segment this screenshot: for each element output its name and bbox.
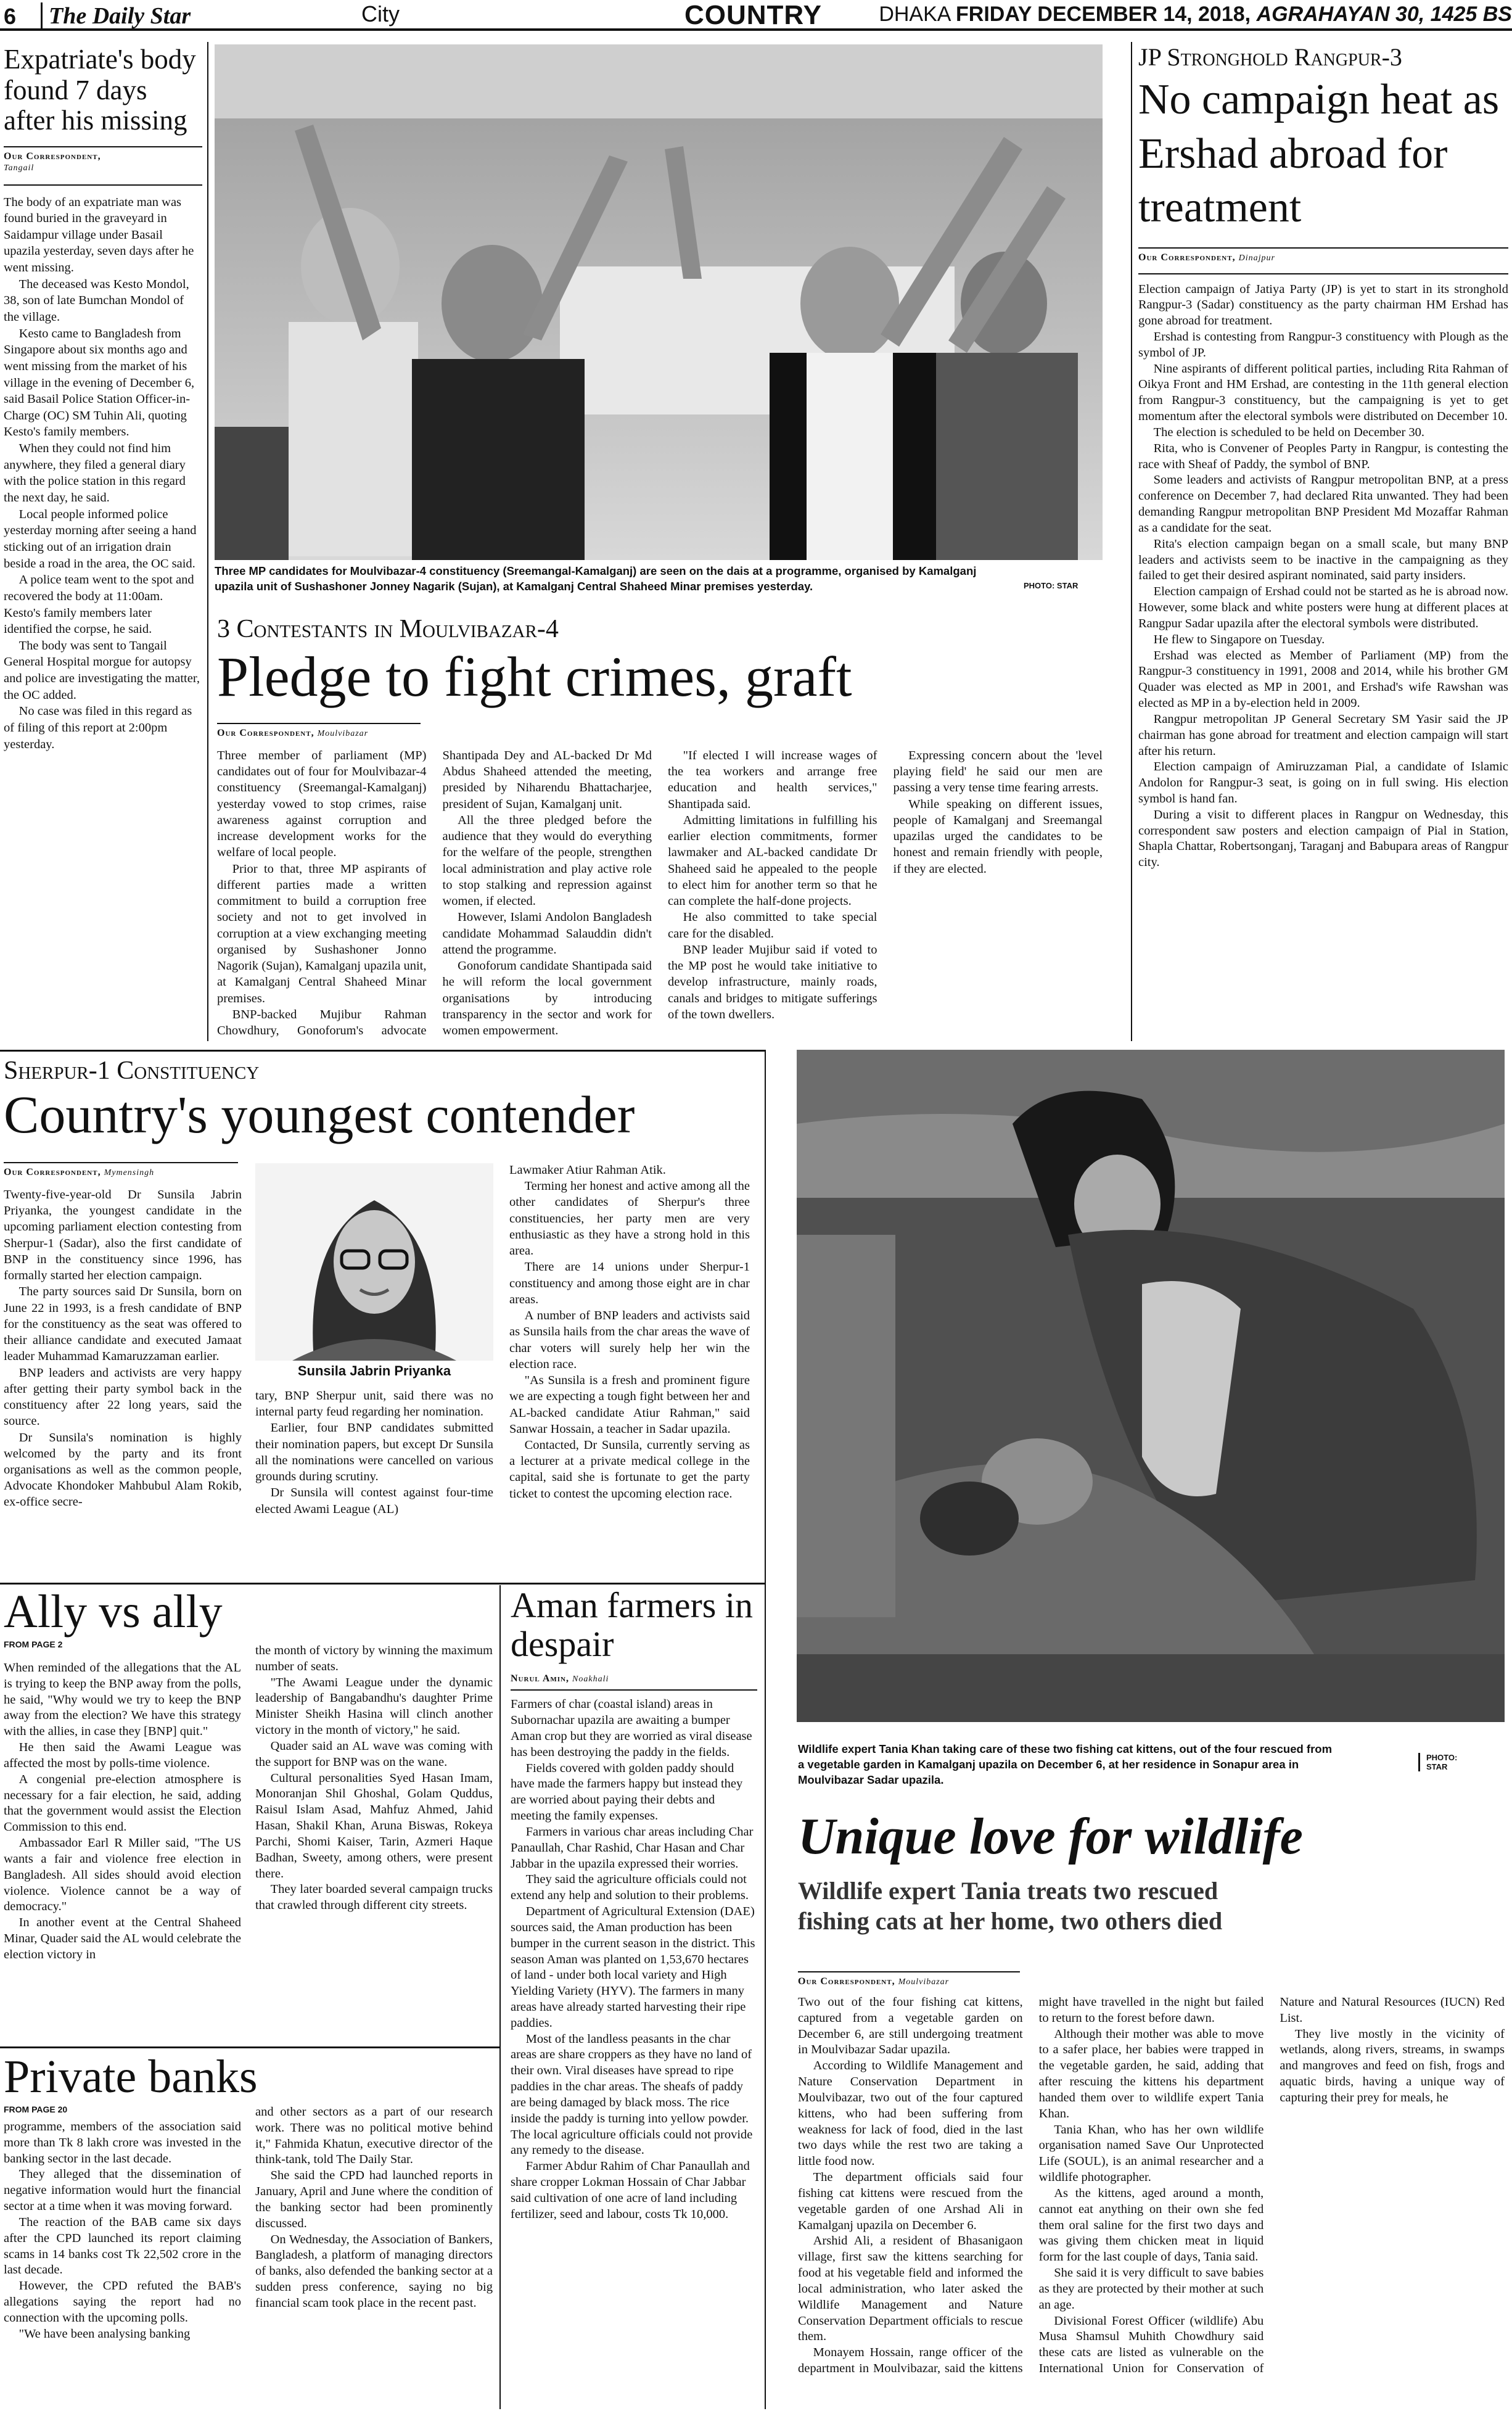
ally-from: FROM PAGE 2 [4,1639,63,1649]
section-divider [0,1583,765,1585]
article-paragraph: "If elected I will increase wages of the tea workers and arrange free education and health services," Shantipada said. [668,749,877,811]
youngest-body-col2 [255,1388,493,1517]
article-paragraph: They alleged that the dissemination of negative information would hurt the financial sector at a time when it was moving forward. [4,2167,241,2214]
ally-headline[interactable]: Ally vs ally [4,1586,223,1638]
ally-body-col2 [255,1643,493,1914]
article-paragraph: Terming her honest and active among all the other candidates of Sherpur's three constituencies, her party men are very enthusiastic as they have a strong hold in this area. [509,1179,750,1258]
article-paragraph: Dr Sunsila will contest against four-time elected Awami League (AL) [255,1486,493,1516]
candidate-portrait [255,1163,493,1361]
page-number: 6 [4,4,17,29]
article-paragraph: Contacted, Dr Sunsila, currently serving as a lecturer at a private medical college in the capital, said she is fortunate to get the party ticket to contest the upcoming election race. [509,1438,750,1501]
article-paragraph: While speaking on different issues, people of Kamalganj and Sreemangal upazilas urged the candidates to be honest and remain friendly with people, if they are elected. [893,797,1103,876]
article-paragraph: Farmer Abdur Rahim of Char Panaullah and share cropper Lokman Hossain of Char Jabbar said cultivation of one acre of land including fertilizer, seed and labour, costs Tk 10,000. [511,2159,750,2221]
pledge-photo-credit: PHOTO: STAR [1024,581,1079,590]
article-paragraph: Twenty-five-year-old Dr Sunsila Jabrin Priyanka, the youngest candidate in the upcoming parliament election contesting from Sherpur-1 (Sadar), also the first candidate of BNP in the constituency since 1996, has formally started her election campaign. [4,1188,242,1283]
article-paragraph: According to Wildlife Management and Nature Conservation Department in Moulvibazar, two out of the four captured kittens, who had been suffering from weakness for lack of food, died in the last two days while the rest two are taking a little food now. [798,2059,1023,2169]
article-paragraph: The party sources said Dr Sunsila, born on June 22 in 1993, is a fresh candidate of BNP for the constituency as the seat was offered to their alliance candidate and executed Jamaat leader Muhammad Kamaruzzaman earlier. [4,1285,242,1364]
youngest-kicker: Sherpur-1 Constituency [4,1057,260,1085]
pledge-story [217,616,1105,707]
byline-text: Our Correspondent, [798,1976,895,1987]
column-divider [765,1050,766,2409]
byline-text: Our Correspondent, [217,728,314,738]
pledge-kicker: 3 Contestants in Moulvibazar-4 [217,615,559,643]
article-paragraph: Cultural personalities Syed Hasan Imam, Monoranjan Shil Ghoshal, Golam Quddus, Raisul Islam Asad, Mahfuz Ahmed, Jahid Hasan, Shakil Khan, Aruna Biswas, Rokeya Parchi, Shomi Kaiser, Tarin, Azmeri Haque Badhan, Sweety, among others, were present there. [255,1771,493,1881]
ally-story [4,1586,491,1649]
article-paragraph: Kesto came to Bangladesh from Singapore about six months ago and went missing from the market of his village in the evening of December 6, said Basail Police Station Officer-in-Charge (OC) SM Tuhin Ali, quoting Kesto's family members. [4,326,195,439]
article-paragraph: On Wednesday, the Association of Bankers, Bangladesh, a platform of managing directors of banks, also defended the banking sector at a sudden press conference, saying no big financial scam took place in the recent past. [255,2232,493,2310]
article-paragraph: A police team went to the spot and recovered the body at 11:00am. Kesto's family members later identified the corpse, he said. [4,573,194,637]
article-paragraph: Rangpur metropolitan JP General Secretary SM Yasir said the JP chairman has gone abroad for treatment and election campaign will start after his return. [1138,712,1508,758]
byline-text: Our Correspondent, [4,150,101,162]
byline-text: Nurul Amin, [511,1673,570,1684]
article-paragraph: Arshid Ali, a resident of Bhasanigaon village, first saw the kittens searching for food at his vegetable field and informed the local administration, who later asked the Wildlife Management and Nature Conservation Department officials to rescue them. [798,2234,1023,2344]
column-divider [207,42,208,1041]
candidate-portrait-art [255,1163,493,1361]
article-paragraph: In another event at the Central Shaheed Minar, Quader said the AL would celebrate the election victory in [4,1916,241,1961]
article-paragraph: BNP leader Mujibur said if voted to the MP post he would take initiative to develop infrastructure, mainly roads, canals and bridges to mitigate sufferings of the town dwellers. [668,942,877,1021]
article-paragraph: They later boarded several campaign trucks that crawled through different city streets. [255,1882,493,1913]
article-paragraph: BNP leaders and activists are very happy after getting their party symbol back in the constituency after 22 long years, said the source. [4,1366,242,1428]
byline-location: Dinajpur [1238,253,1275,263]
section-title: COUNTRY [684,0,822,30]
article-paragraph: Most of the landless peasants in the char areas are share croppers as they have no land of their own. Viral diseases have spread to ripe paddies in the char areas. The sheafs of paddy are being damaged by black moss. The rice inside the paddy is turning into yellow powder. The local agriculture officials could not provide any remedy to the disease. [511,2032,753,2158]
article-paragraph: Divisional Forest Officer (wildlife) Abu Musa Shamsul Muhith Chowdhury said these cats are listed as vulnerable on the International Union for Conservation of Nature and Natural Resources (IUCN) Red List. [1038,1995,1505,2376]
article-paragraph: The body was sent to Tangail General Hospital morgue for autopsy and police are investigating the matter, the OC added. [4,638,200,702]
article-paragraph: However, the CPD refuted the BAB's allegations saying the report had no connection with the upcoming polls. [4,2279,241,2325]
wildlife-photo-art [797,1050,1505,1722]
article-paragraph: Expressing concern about the 'level playing field' he said our men are passing a very tense time fearing arrests. [893,749,1103,795]
column-divider [499,1585,501,2409]
article-paragraph: When they could not find him anywhere, they filed a general diary with the police station in this regard the next day, he said. [4,442,186,505]
candidates-photo-art [215,44,1103,560]
aman-headline[interactable]: Aman farmers in despair [511,1585,753,1664]
article-paragraph: No case was filed in this regard as of filing of this report at 2:00pm yesterday. [4,704,192,751]
paper-logo: The Daily Star [41,2,191,30]
section-label[interactable]: City [361,1,400,27]
article-paragraph: Fields covered with golden paddy should have made the farmers happy but instead they are worried about paying their debts and meeting the family expenses. [511,1761,743,1823]
article-paragraph: There are 14 unions under Sherpur-1 constituency and among those eight are in char areas. [509,1260,750,1306]
article-paragraph: Although their mother was able to move to a safer place, her babies were trapped in the vegetable garden, he said, adding that after rescuing the kittens his department handed them over to wildlife expert Tania Khan. [1038,2027,1264,2120]
article-paragraph: Two out of the four fishing cat kittens, captured from a vegetable garden on December 6, are still undergoing treatment in Moulvibazar Sadar upazila. [798,1995,1023,2057]
article-paragraph: The reaction of the BAB came six days after the CPD launched its report claiming scams in 14 banks cost Tk 22,502 crore in the last decade. [4,2215,241,2277]
article-paragraph: Ershad is contesting from Rangpur-3 constituency with Plough as the symbol of JP. [1138,329,1508,360]
wildlife-body [798,1995,1505,2408]
wildlife-photo-caption: Wildlife expert Tania Khan taking care of these two fishing cat kittens, out of the four rescued from a vegetable garden in Kamalganj upazila on December 6, at her residence in Sonapur area in Moulvibazar Sadar upazila. [798,1742,1333,1786]
pledge-body [217,748,1103,1041]
wildlife-subhead: Wildlife expert Tania treats two rescued fishing cats at her home, two others died [798,1876,1223,1935]
article-paragraph: Admitting limitations in fulfilling his earlier election commitments, former lawmaker and AL-backed candidate Dr Shaheed said he appealed to the people to elect him for another term so that he can complete the half-done projects. [668,813,877,909]
article-paragraph: However, Islami Andolon Bangladesh candidate Mohammad Salauddin didn't attend the programme. [442,910,652,957]
article-paragraph: The deceased was Kesto Mondol, 38, son of late Bumchan Mondol of the village. [4,277,189,324]
byline-location: Moulvibazar [317,729,369,738]
article-paragraph: Election campaign of Ershad could not be started as he is abroad now. However, some black and white posters were hung at different places at Rangpur Sadar upazila after the electoral symbols were distributed. [1138,585,1508,630]
banks-headline[interactable]: Private banks [4,2051,258,2103]
article-paragraph: Gonoforum candidate Shantipada said he will reform the local government organisations by introducing transparency in the sector and work for women empowerment. [442,959,652,1037]
article-paragraph: The department officials said four fishing cat kittens were rescued from the vegetable garden of one Arshad Ali in Kamalganj upazila on December 6. [798,2170,1023,2232]
article-paragraph: He flew to Singapore on Tuesday. [1153,632,1325,646]
youngest-story [4,1057,761,1144]
article-paragraph: Farmers of char (coastal island) areas in Subornachar upazila are awaiting a bumper Aman crop but they are worried as viral disease has been destroying the paddy in the fields. [511,1697,752,1759]
article-paragraph: tary, BNP Sherpur unit, said there was no internal party feud regarding her nomination. [255,1389,493,1419]
byline-location: Tangail [4,163,35,173]
credit-source: STAR [1426,1762,1448,1771]
section-divider [0,1050,765,1052]
expatriate-headline[interactable]: Expatriate's body found 7 days after his missing [4,44,196,136]
article-paragraph: Lawmaker Atiur Rahman Atik. [509,1163,666,1177]
article-paragraph: Some leaders and activists of Rangpur metropolitan BNP, at a press conference on December 7, had declared Rita unwanted. They had been demanding Rangpur metropolitan BNP President Md Mozaffar Rahman as a candidate for the seat. [1138,473,1508,535]
youngest-body-col3 [509,1162,750,1502]
aman-byline [511,1670,757,1684]
aman-body [511,1689,757,2222]
banks-body-col1 [4,2119,241,2343]
expatriate-body [4,184,202,753]
banks-body-col2 [255,2104,493,2312]
article-paragraph: The body of an expatriate man was found buried in the graveyard in Saidampur village under Basail upazila yesterday, seven days after he went missing. [4,195,194,275]
youngest-headline[interactable]: Country's youngest contender [4,1085,635,1145]
article-paragraph: Ershad was elected as Member of Parliament (MP) from the Rangpur-3 constituency in 1991, 2008 and 2014, while his brother GM Quader was elected as MP in 2001, and Ershad's wife Rawshan was elected as MP in a by-election held in 2009. [1138,648,1508,711]
article-paragraph: A number of BNP leaders and activists said as Sunsila hails from the char areas the wave of char voters will surely help her win the election race. [509,1309,750,1371]
article-paragraph: She said the CPD had launched reports in January, April and June where the condition of the banking sector had been prominently discussed. [255,2169,493,2230]
pledge-photo-caption: Three MP candidates for Moulvibazar-4 constituency (Sreemangal-Kamalganj) are seen on the dais at a programme, organised by Kamalganj upazila unit of Sushashoner Jonney Nagarik (Sujan), at Kamalganj Central Shaheed Minar premises yesterday. [215,564,977,593]
dateline [879,2,1512,27]
article-paragraph: They said the agriculture officials could not extend any help and solution to their problems. [511,1873,749,1903]
article-paragraph: "The Awami League under the dynamic leadership of Bangabandhu's daughter Prime Minister Sheikh Hasina will clinch another victory in the month of victory," he said. [255,1675,493,1737]
wildlife-headline[interactable]: Unique love for wildlife [798,1808,1303,1865]
byline-location: Moulvibazar [898,1977,950,1987]
wildlife-photo-credit [1418,1753,1457,1771]
pledge-byline [217,723,421,739]
article-paragraph: Tania Khan, who has her own wildlife organisation named Save Our Unprotected Life (SOUL), is an animal researcher and a wildlife photographer. [1038,2122,1264,2185]
expatriate-story [4,44,202,752]
article-paragraph: A congenial pre-election atmosphere is necessary for a fair election, he said, adding that the government would assist the Election Commission to this end. [4,1772,241,1834]
ershad-byline [1138,247,1508,263]
byline-text: Our Correspondent, [1138,252,1236,263]
article-paragraph: Election campaign of Jatiya Party (JP) is yet to start in its stronghold Rangpur-3 (Sadar) constituency as the party chairman HM Ershad has gone abroad for treatment. [1138,282,1508,328]
article-paragraph: programme, members of the association said more than Tk 8 lakh crore was invested in the banking sector in the last decade. [4,2120,241,2166]
byline-text: Our Correspondent, [4,1167,101,1177]
ershad-story [1138,44,1508,871]
article-paragraph: Rita, who is Convener of Peoples Party in Rangpur, is contesting the race with Sheaf of Paddy, the symbol of BNP. [1138,441,1508,471]
article-paragraph: He also committed to take special care for the disabled. [668,910,877,941]
article-paragraph: and other sectors as a part of our research work. There was no political motive behind it," Fahmida Khatun, executive director of the think-tank, told The Daily Star. [255,2105,493,2167]
article-paragraph: Rita's election campaign began on a small scale, but many BNP leaders and activists seem to be inactive in the campaigning as they failed to get their desired aspirant nominated, said party insiders. [1138,537,1508,583]
portrait-caption: Sunsila Jabrin Priyanka [297,1363,451,1379]
article-paragraph: He then said the Awami League was affected the most by polls-time violence. [4,1741,241,1770]
article-paragraph: As the kittens, aged around a month, cannot eat anything on their own she fed them oral saline for the first two days and was giving them chicken meat in liquid form for the last couple of days, Tania said. [1038,2186,1264,2264]
ershad-body [1138,273,1508,872]
article-paragraph: Local people informed police yesterday morning after seeing a hand sticking out of an irrigation drain beside a road in the area, the OC said. [4,507,197,571]
candidates-photo [215,44,1103,560]
article-paragraph: Prior to that, three MP aspirants of different parties made a written commitment to build a corruption free society and not to get involved in corruption at a view exchanging meeting organised by Sushashoner Jonno Nagorik (Sujan), Kamalganj upazila unit, at Kamalganj Central Shaheed Minar premises. [217,862,427,1005]
article-paragraph: She said it is very difficult to save babies as they are protected by their mother at such an age. [1038,2266,1264,2312]
article-paragraph: Three member of parliament (MP) candidates out of four for Moulvibazar-4 constituency (Sreemangal-Kamalganj) yesterday vowed to stop crimes, raise awareness against corruption and increase development works for the welfare of local people. [217,749,427,860]
section-divider [0,2046,499,2048]
youngest-byline [4,1162,238,1178]
expatriate-byline [4,146,202,173]
article-paragraph: Monayem Hossain, range officer of the department in Moulvibazar, said the kittens might have travelled in the night but failed to return to the forest before dawn. [798,1995,1264,2376]
dateline-bangla: AGRAHAYAN 30, 1425 BS [1256,2,1512,26]
dateline-day: FRIDAY DECEMBER 14, 2018, [956,2,1251,26]
article-paragraph: During a visit to different places in Rangpur on Wednesday, this correspondent saw posters and election campaign of Pial in Station, Shapla Chattar, Robertsonganj, Taraganj and Babupara areas of Rangpur city. [1138,807,1508,870]
byline-location: Noakhali [572,1675,609,1684]
article-paragraph: BNP-backed Mujibur Rahman Chowdhury, Gonoforum's advocate Shantipada Dey and AL-backed Dr Md Abdus Shaheed attended the meeting, presided by Niharendu Bhattacharjee, president of Sujan, Kamalganj unit. [217,749,652,1037]
wildlife-photo [797,1050,1505,1722]
article-paragraph: Quader said an AL wave was coming with the support for BNP was on the wane. [255,1739,493,1769]
article-paragraph: Farmers in various char areas including Char Panaullah, Char Rashid, Char Hasan and Char Jabbar in the upazila expressed their worries. [511,1824,754,1871]
byline-location: Mymensingh [104,1168,155,1177]
article-paragraph: Department of Agricultural Extension (DAE) sources said, the Aman production has been bumper in the current season in the district. This season Aman was planted on 1,53,670 hectares of land - under both local variety and High Yielding Variety (HYV). The farmers in many areas have already started harvesting their ripe paddies. [511,1905,755,2030]
article-paragraph: All the three pledged before the audience that they would do everything for the welfare of the people, strengthen local administration and play active role to stop stalking and repression against women, if elected. [442,813,652,909]
ershad-kicker: JP Stronghold Rangpur-3 [1138,43,1402,71]
ershad-headline[interactable]: No campaign heat as Ershad abroad for treatment [1138,76,1500,231]
article-paragraph: Earlier, four BNP candidates submitted their nomination papers, but except Dr Sunsila all the nominations were cancelled on various grounds during scrutiny. [255,1421,493,1484]
article-paragraph: Dr Sunsila's nomination is highly welcomed by the party and its front organisations as well as the common people, Advocate Khondoker Mahbubul Alam Rokib, ex-office secre- [4,1430,242,1509]
wildlife-story [798,1807,1505,1937]
article-paragraph: "We have been analysing banking [18,2327,191,2341]
pledge-headline[interactable]: Pledge to fight crimes, graft [217,645,852,709]
article-paragraph: "As Sunsila is a fresh and prominent figure we are expecting a tough fight between her and AL-backed candidate Atiur Rahman," said Sanwar Hossain, a teacher in Sadar upazila. [509,1374,750,1436]
column-divider [1131,42,1132,1041]
ally-body-col1 [4,1660,241,1963]
article-paragraph: Ambassador Earl R Miller said, "The US wants a fair and violence free election in Bangladesh. All sides should avoid election violence. Violence cannot be a way of democracy." [4,1836,241,1914]
page-header [0,0,1512,31]
article-paragraph: Nine aspirants of different political parties, including Rita Rahman of Oikya Front and HM Ershad, are contesting in the 11th general election from Rangpur-3 constituency, but the campaigning is yet to get momentum after the electoral symbols were distributed on December 10. [1138,361,1508,424]
article-paragraph: Election campaign of Amiruzzaman Pial, a candidate of Islamic Andolon for Rangpur-3 seat, is going on in full swing. His election symbol is hand fan. [1138,760,1508,806]
aman-story [511,1586,757,2223]
youngest-body-col1 [4,1187,242,1510]
credit-label: PHOTO: [1426,1753,1458,1762]
article-paragraph: When reminded of the allegations that the AL is trying to keep the BNP away from the polls, he said, "Why would we try to keep the BNP away from the election? We have this strategy with the allies, in case they [BNP] quit." [4,1661,241,1739]
article-paragraph: The election is scheduled to be held on December 30. [1153,425,1425,439]
wildlife-byline [798,1971,1020,1987]
article-paragraph: the month of victory by winning the maximum number of seats. [255,1644,493,1673]
dateline-city: DHAKA [879,2,950,26]
article-paragraph: They live mostly in the vicinity of wetlands, along rivers, streams, in swamps and mangroves and feed on fish, frogs and aquatic birds, having a unique way of capturing their prey for meals, he [1280,2027,1505,2104]
banks-from: FROM PAGE 20 [4,2104,68,2114]
